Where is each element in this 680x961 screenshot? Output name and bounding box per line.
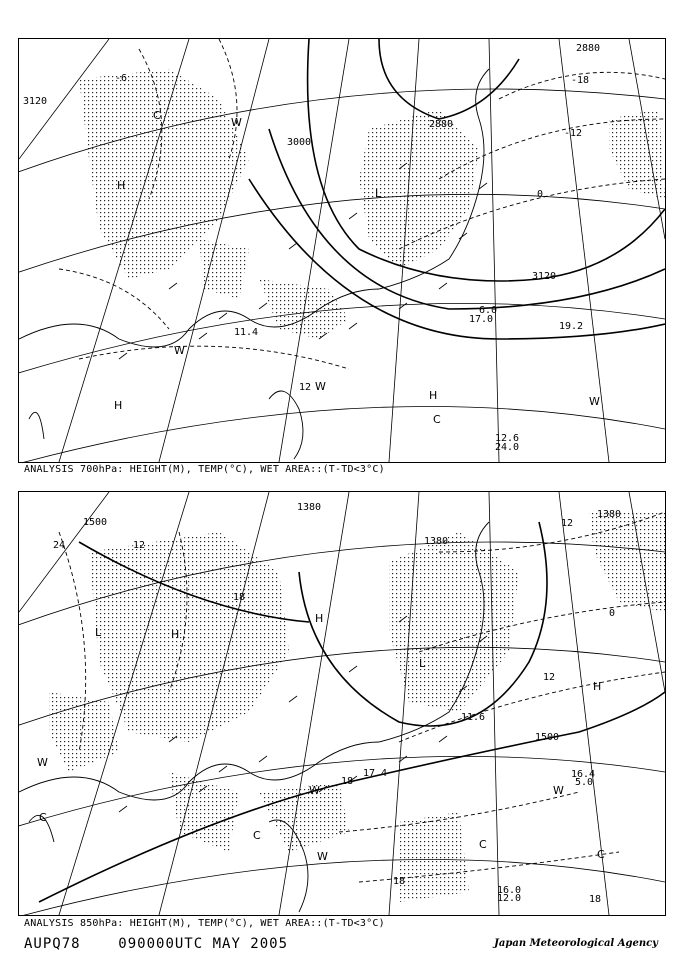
station-value: 16.4 (571, 769, 596, 780)
center-marker: W (309, 784, 320, 797)
center-marker: C (253, 829, 261, 842)
height-label: 1500 (83, 517, 108, 528)
center-marker: C (153, 109, 161, 122)
center-marker: W (317, 850, 328, 863)
temp-label: 24 (53, 540, 66, 551)
caption-850hpa: ANALYSIS 850hPa: HEIGHT(M), TEMP(°C), WET AREA::(T-TD<3°C) (24, 918, 385, 929)
station-value: 12.0 (497, 893, 522, 904)
center-marker: W (315, 380, 326, 393)
temp-label: 12 (299, 382, 312, 393)
center-marker: H (117, 179, 126, 192)
map-700hpa (19, 39, 665, 462)
valid-time: 090000UTC MAY 2005 (118, 936, 289, 952)
caption-700hpa: ANALYSIS 700hPa: HEIGHT(M), TEMP(°C), WET AREA::(T-TD<3°C) (24, 464, 385, 475)
temp-label: 12 (543, 672, 556, 683)
center-marker: H (315, 612, 324, 625)
temp-label: -12 (564, 128, 583, 139)
height-label: 3120 (532, 271, 557, 282)
temp-label: 18 (393, 876, 406, 887)
station-value: 17.0 (469, 314, 494, 325)
temp-label: 18 (341, 776, 354, 787)
center-marker: W (37, 756, 48, 769)
station-value: 11.4 (234, 327, 259, 338)
temp-label: 0 (537, 189, 544, 200)
temp-label: 0 (609, 608, 616, 619)
station-value: 16.0 (497, 885, 522, 896)
center-marker: W (174, 344, 185, 357)
wet-area-700 (79, 69, 665, 339)
chart-identifier (24, 936, 288, 952)
agency-name: Japan Meteorological Agency (494, 938, 658, 949)
height-label: 3120 (23, 96, 48, 107)
chart-700hpa (18, 38, 666, 463)
center-marker: H (593, 680, 602, 693)
station-value: 6.0 (479, 305, 498, 316)
height-label: 2880 (429, 119, 454, 130)
center-marker: C (433, 413, 441, 426)
center-marker: L (419, 657, 426, 670)
center-marker: L (375, 187, 382, 200)
center-marker: C (597, 848, 605, 861)
height-label: 3000 (287, 137, 312, 148)
height-label: 1500 (535, 732, 560, 743)
temp-label: 18 (233, 592, 246, 603)
temp-label: -18 (571, 75, 590, 86)
station-value: 19.2 (559, 321, 584, 332)
station-value: 12.6 (495, 433, 520, 444)
center-marker: C (39, 811, 47, 824)
center-marker: C (479, 838, 487, 851)
height-label: 1380 (297, 502, 322, 513)
chart-code: AUPQ78 (24, 936, 81, 952)
height-label: 1380 (597, 509, 622, 520)
center-marker: H (429, 389, 438, 402)
temp-label: 18 (589, 894, 602, 905)
center-marker: H (114, 399, 123, 412)
chart-850hpa (18, 491, 666, 916)
center-marker: L (95, 626, 102, 639)
map-850hpa (19, 492, 665, 915)
station-value: 17.4 (363, 768, 388, 779)
station-value: 11.6 (461, 712, 486, 723)
center-marker: W (553, 784, 564, 797)
temp-label: 12 (561, 518, 574, 529)
temp-label: -6 (115, 73, 128, 84)
center-marker: W (589, 395, 600, 408)
center-marker: W (231, 116, 242, 129)
station-value: 5.0 (575, 777, 594, 788)
station-value: 24.0 (495, 442, 520, 453)
height-label: 2880 (576, 43, 601, 54)
temp-label: 12 (133, 540, 146, 551)
height-label: 1380 (424, 536, 449, 547)
wet-area-850 (49, 512, 665, 902)
center-marker: H (171, 628, 180, 641)
